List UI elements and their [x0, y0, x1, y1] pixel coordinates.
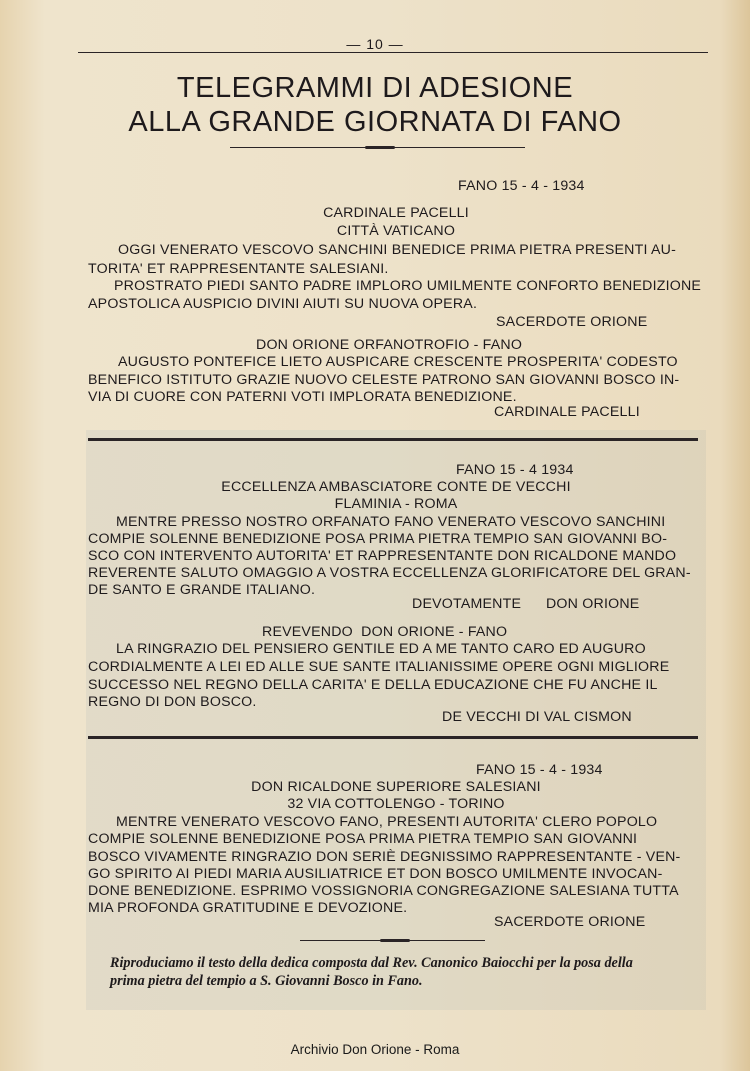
telegram-1-body-4: APOSTOLICA AUSPICIO DIVINI AIUTI SU NUOVA OPERA.	[88, 296, 478, 312]
telegram-1-body-3: PROSTRATO PIEDI SANTO PADRE IMPLORO UMILMENTE CONFORTO BENEDIZIONE	[114, 278, 702, 294]
telegram-2-body-3: SCO CON INTERVENTO AUTORITA' ET RAPPRESENTANTE DON RICALDONE MANDO	[88, 548, 677, 564]
reply-2-recipient: REVEVENDO DON ORIONE - FANO	[262, 624, 508, 640]
reply-1-body-1: AUGUSTO PONTEFICE LIETO AUSPICARE CRESCENTE PROSPERITA' CODESTO	[118, 354, 678, 370]
telegram-1-body-1: OGGI VENERATO VESCOVO SANCHINI BENEDICE PRIMA PIETRA PRESENTI AU-	[118, 242, 677, 258]
page-number: — 10 —	[346, 36, 404, 52]
title-line-1: TELEGRAMMI DI ADESIONE	[176, 72, 574, 104]
telegram-3-body-3: BOSCO VIVAMENTE RINGRAZIO DON SERIÈ DEGNISSIMO RAPPRESENTANTE - VEN-	[88, 849, 681, 865]
telegram-3-body-5: DONE BENEDIZIONE. ESPRIMO VOSSIGNORIA CONGREGAZIONE SALESIANA TUTTA	[88, 883, 679, 899]
note-line-1: Riproduciamo il testo della dedica composta dal Rev. Canonico Baiocchi per la posa della	[110, 955, 633, 971]
section-divider-2	[88, 736, 698, 739]
telegram-2-recipient-1: ECCELLENZA AMBASCIATORE CONTE DE VECCHI	[221, 479, 571, 495]
telegram-2-body-2: COMPIE SOLENNE BENEDIZIONE POSA PRIMA PIETRA TEMPIO SAN GIOVANNI BO-	[88, 531, 668, 547]
telegram-2-body-1: MENTRE PRESSO NOSTRO ORFANATO FANO VENERATO VESCOVO SANCHINI	[116, 514, 666, 530]
telegram-1-signature: SACERDOTE ORIONE	[496, 314, 648, 330]
telegram-3-signature: SACERDOTE ORIONE	[494, 914, 646, 930]
telegram-3-body-1: MENTRE VENERATO VESCOVO FANO, PRESENTI AUTORITA' CLERO POPOLO	[116, 814, 658, 830]
reply-2-body-4: REGNO DI DON BOSCO.	[88, 694, 257, 710]
telegram-2-signature: DEVOTAMENTE DON ORIONE	[412, 596, 640, 612]
header-rule	[78, 52, 708, 53]
reply-2-body-3: SUCCESSO NEL REGNO DELLA CARITA' E DELLA EDUCAZIONE CHE FU ANCHE IL	[88, 677, 658, 693]
telegram-1-recipient-1: CARDINALE PACELLI	[323, 205, 469, 221]
telegram-3-body-6: MIA PROFONDA GRATITUDINE E DEVOZIONE.	[88, 900, 408, 916]
section-divider-1	[88, 438, 698, 441]
telegram-2-body-5: DE SANTO E GRANDE ITALIANO.	[88, 582, 316, 598]
telegram-1-date: FANO 15 - 4 - 1934	[458, 178, 585, 194]
title-ornament-dot	[365, 146, 395, 149]
reply-1-recipient: DON ORIONE ORFANOTROFIO - FANO	[256, 337, 523, 353]
telegram-3-body-4: GO SPIRITO AI PIEDI MARIA AUSILIATRICE ET DON BOSCO UMILMENTE INVOCAN-	[88, 866, 663, 882]
reply-1-body-3: VIA DI CUORE CON PATERNI VOTI IMPLORATA BENEDIZIONE.	[88, 389, 517, 405]
reply-1-body-2: BENEFICO ISTITUTO GRAZIE NUOVO CELESTE PATRONO SAN GIOVANNI BOSCO IN-	[88, 372, 680, 388]
telegram-2-recipient-2: FLAMINIA - ROMA	[334, 496, 458, 512]
reply-2-signature: DE VECCHI DI VAL CISMON	[442, 709, 632, 725]
telegram-3-recipient-1: DON RICALDONE SUPERIORE SALESIANI	[251, 779, 541, 795]
reply-2-body-2: CORDIALMENTE A LEI ED ALLE SUE SANTE ITALIANISSIME OPERE OGNI MIGLIORE	[88, 659, 670, 675]
reply-1-signature: CARDINALE PACELLI	[494, 404, 640, 420]
telegram-1-body-2: TORITA' ET RAPPRESENTANTE SALESIANI.	[88, 261, 389, 277]
telegram-2-date: FANO 15 - 4 1934	[456, 462, 574, 478]
note-ornament-dot	[380, 939, 410, 942]
telegram-3-date: FANO 15 - 4 - 1934	[476, 762, 603, 778]
telegram-2-body-4: REVERENTE SALUTO OMAGGIO A VOSTRA ECCELLENZA GLORIFICATORE DEL GRAN-	[88, 565, 691, 581]
title-line-2: ALLA GRANDE GIORNATA DI FANO	[128, 106, 622, 138]
archive-footer: Archivio Don Orione - Roma	[290, 1042, 460, 1057]
note-line-2: prima pietra del tempio a S. Giovanni Bosco in Fano.	[110, 973, 423, 989]
telegram-3-recipient-2: 32 VIA COTTOLENGO - TORINO	[287, 796, 505, 812]
telegram-3-body-2: COMPIE SOLENNE BENEDIZIONE POSA PRIMA PIETRA TEMPIO SAN GIOVANNI	[88, 831, 638, 847]
telegram-1-recipient-2: CITTÀ VATICANO	[336, 223, 456, 239]
reply-2-body-1: LA RINGRAZIO DEL PENSIERO GENTILE ED A ME TANTO CARO ED AUGURO	[116, 641, 646, 657]
